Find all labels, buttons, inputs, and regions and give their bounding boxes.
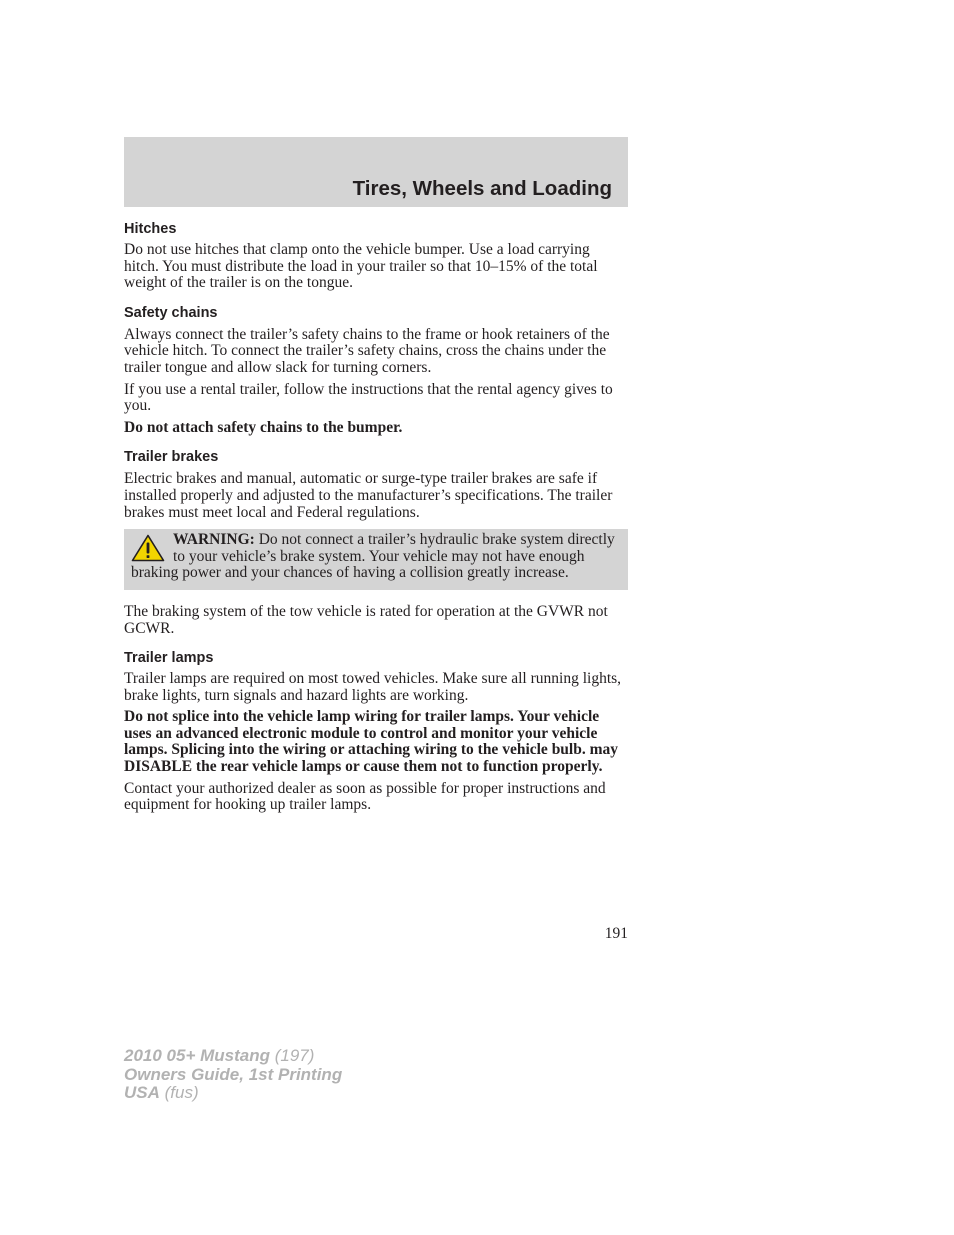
footer-line-2 — [124, 1066, 342, 1085]
chapter-header-band — [124, 137, 628, 207]
footer-line-3 — [124, 1084, 342, 1103]
safety-chains-paragraph-1: Always connect the trailer’s safety chains to the frame or hook retainers of the vehicle hitch. To connect the trailer’s safety chains, cross the chains under the trailer tongue and allow slack for turning corners. — [124, 325, 610, 376]
warning-triangle-icon — [131, 534, 165, 562]
document-footer — [124, 1047, 342, 1103]
page-content — [124, 220, 628, 814]
trailer-lamps-paragraph-3: Contact your authorized dealer as soon as possible for proper instructions and equipment for hooking up trailer lamps. — [124, 779, 606, 814]
footer-market-code: (fus) — [159, 1083, 199, 1102]
hitches-paragraph: Do not use hitches that clamp onto the vehicle bumper. Use a load carrying hitch. You must distribute the load in your trailer so that 10–15% of the total weight of the trailer is on the tongue. — [124, 241, 598, 292]
warning-text: Do not connect a trailer’s hydraulic brake system directly to your vehicle’s brake system. Your vehicle may not have enough braking power and your chances of having a collision greatly increase. — [131, 531, 615, 582]
footer-line-1 — [124, 1047, 342, 1066]
warning-text-block — [131, 532, 621, 582]
footer-guide-edition: Owners Guide, 1st Printing — [124, 1064, 343, 1084]
heading-trailer-lamps: Trailer lamps — [124, 650, 214, 667]
safety-chains-paragraph-2: If you use a rental trailer, follow the instructions that the rental agency gives to you. — [124, 380, 613, 415]
footer-market: USA — [124, 1083, 160, 1102]
chapter-title: Tires, Wheels and Loading — [352, 177, 612, 200]
heading-safety-chains: Safety chains — [124, 304, 218, 321]
page-number: 191 — [604, 925, 628, 942]
safety-chains-bold-note: Do not attach safety chains to the bumper. — [124, 418, 403, 436]
heading-trailer-brakes: Trailer brakes — [124, 449, 219, 466]
trailer-brakes-paragraph-2: The braking system of the tow vehicle is rated for operation at the GVWR not GCWR. — [124, 602, 608, 637]
heading-hitches: Hitches — [124, 221, 177, 237]
footer-model: 2010 05+ Mustang — [124, 1046, 270, 1065]
trailer-lamps-paragraph-1: Trailer lamps are required on most towed vehicles. Make sure all running lights, brake lights, turn signals and hazard lights are working. — [124, 670, 622, 704]
warning-label: WARNING: — [173, 531, 255, 549]
footer-model-code: (197) — [270, 1046, 315, 1065]
warning-box — [124, 529, 628, 590]
trailer-brakes-paragraph-1: Electric brakes and manual, automatic or surge-type trailer brakes are safe if installed properly and adjusted to the manufacturer’s specifications. The trailer brakes must meet local and Federal regulations. — [124, 470, 613, 521]
trailer-lamps-bold-note: Do not splice into the vehicle lamp wiring for trailer lamps. Your vehicle uses an advanced electronic module to control and monitor your vehicle lamps. Splicing into the wiring or attaching wiring to the vehicle bulb. may DISABLE the rear vehicle lamps or cause them not to function properly. — [124, 708, 619, 776]
